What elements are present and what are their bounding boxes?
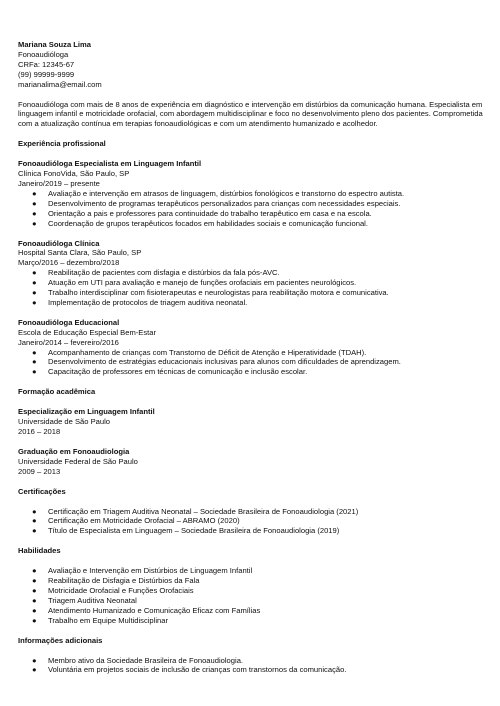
bullet-icon: ● <box>32 665 37 675</box>
bullet-icon: ● <box>32 288 37 298</box>
bullet-icon: ● <box>32 566 37 576</box>
list-item: ● Voluntária em projetos sociais de inclusão de crianças com transtornos da comunicação. <box>32 665 347 675</box>
school-name: Universidade de São Paulo <box>18 417 111 427</box>
certifications-list <box>18 507 484 537</box>
bullet-icon: ● <box>32 278 37 288</box>
professional-summary: Fonoaudióloga com mais de 8 anos de experiência em diagnóstico e intervenção em distúrbios da comunicação humana. Especialista em linguagem infantil e motricidade orofacial, com abordagem multidisciplinar e foco no desenvolvimento pleno dos pacientes. Comprometida com a atualização contínua em terapias fonoaudiológicas e com um atendimento humanizado e acolhedor. <box>18 99 483 129</box>
school-name: Universidade Federal de São Paulo <box>18 456 138 466</box>
bullet-icon: ● <box>32 615 37 625</box>
job-duties-list <box>18 348 484 378</box>
bullet-icon: ● <box>32 585 37 595</box>
list-item: ● Trabalho interdisciplinar com fisioterapeutas e neurologistas para reabilitação motora e comunicativa. <box>32 288 389 298</box>
list-item: ● Atendimento Humanizado e Comunicação Eficaz com Famílias <box>32 605 261 615</box>
job-role: Fonoaudióloga Clínica <box>18 238 100 248</box>
list-item: ● Certificação em Motricidade Orofacial – ABRAMO (2020) <box>32 516 240 526</box>
list-item: ● Reabilitação de Disfagia e Distúrbios da Fala <box>32 576 200 586</box>
degree-title: Especialização em Linguagem Infantil <box>18 407 155 417</box>
job-period: Janeiro/2014 – fevereiro/2016 <box>18 337 119 347</box>
bullet-icon: ● <box>32 198 37 208</box>
additional-info-heading: Informações adicionais <box>18 635 103 645</box>
bullet-icon: ● <box>32 347 37 357</box>
job-role: Fonoaudióloga Especialista em Linguagem Infantil <box>18 159 202 169</box>
list-item: ● Título de Especialista em Linguagem – Sociedade Brasileira de Fonoaudiologia (2019) <box>32 526 340 536</box>
job-place: Hospital Santa Clara, São Paulo, SP <box>18 248 142 258</box>
list-item: ● Triagem Auditiva Neonatal <box>32 595 137 605</box>
list-item: ● Motricidade Orofacial e Funções Orofaciais <box>32 585 194 595</box>
certifications-heading: Certificações <box>18 486 66 496</box>
list-item: ● Capacitação de professores em técnicas de comunicação e inclusão escolar. <box>32 367 308 377</box>
bullet-icon: ● <box>32 208 37 218</box>
list-item: ● Desenvolvimento de programas terapêuticos personalizados para crianças com necessidades especiais. <box>32 198 401 208</box>
bullet-icon: ● <box>32 268 37 278</box>
phone-number: (99) 99999-9999 <box>18 69 75 79</box>
list-item: ● Certificação em Triagem Auditiva Neonatal – Sociedade Brasileira de Fonoaudiologia (2021) <box>32 506 359 516</box>
profession: Fonoaudióloga <box>18 49 69 59</box>
additional-info-list <box>18 656 484 676</box>
contact-header <box>18 40 484 90</box>
education-period: 2016 – 2018 <box>18 427 61 436</box>
list-item: ● Orientação a pais e professores para continuidade do trabalho terapêutico em casa e na escola. <box>32 208 372 218</box>
bullet-icon: ● <box>32 367 37 377</box>
job-entry <box>18 239 484 308</box>
list-item: ● Trabalho em Equipe Multidisciplinar <box>32 615 169 625</box>
education-heading: Formação acadêmica <box>18 387 96 397</box>
job-place: Clínica FonoVida, São Paulo, SP <box>18 169 130 179</box>
bullet-icon: ● <box>32 576 37 586</box>
job-period: Março/2016 – dezembro/2018 <box>18 258 120 268</box>
job-entry <box>18 318 484 377</box>
degree-title: Graduação em Fonoaudiologia <box>18 446 130 456</box>
skills-list <box>18 566 484 625</box>
bullet-icon: ● <box>32 605 37 615</box>
job-entry <box>18 159 484 228</box>
list-item: ● Avaliação e intervenção em atrasos de linguagem, distúrbios fonológicos e transtorno do espectro autista. <box>32 188 405 198</box>
skills-heading: Habilidades <box>18 546 61 556</box>
job-duties-list <box>18 268 484 308</box>
list-item: ● Atuação em UTI para avaliação e manejo de funções orofaciais em pacientes neurológicos. <box>32 278 357 288</box>
bullet-icon: ● <box>32 655 37 665</box>
bullet-icon: ● <box>32 526 37 536</box>
bullet-icon: ● <box>32 218 37 228</box>
bullet-icon: ● <box>32 188 37 198</box>
job-duties-list <box>18 189 484 229</box>
list-item: ● Membro ativo da Sociedade Brasileira de Fonoaudiologia. <box>32 655 244 665</box>
list-item: ● Coordenação de grupos terapêuticos focados em habilidades sociais e comunicação funcional. <box>32 218 368 228</box>
list-item: ● Reabilitação de pacientes com disfagia e distúrbios da fala pós-AVC. <box>32 268 280 278</box>
list-item: ● Avaliação e Intervenção em Distúrbios de Linguagem Infantil <box>32 566 253 576</box>
bullet-icon: ● <box>32 297 37 307</box>
education-entry <box>18 407 484 437</box>
list-item: ● Desenvolvimento de estratégias educacionais inclusivas para alunos com dificuldades de aprendizagem. <box>32 357 401 367</box>
list-item: ● Implementação de protocolos de triagem auditiva neonatal. <box>32 297 248 307</box>
bullet-icon: ● <box>32 357 37 367</box>
bullet-icon: ● <box>32 516 37 526</box>
experience-heading: Experiência profissional <box>18 139 106 149</box>
education-entry <box>18 447 484 477</box>
email-address: marianalima@email.com <box>18 79 102 89</box>
candidate-name: Mariana Souza Lima <box>18 40 92 49</box>
crfa-registration: CRFa: 12345-67 <box>18 59 75 69</box>
resume-page <box>18 40 484 675</box>
job-place: Escola de Educação Especial Bem-Estar <box>18 327 157 337</box>
education-period: 2009 – 2013 <box>18 466 61 476</box>
bullet-icon: ● <box>32 595 37 605</box>
bullet-icon: ● <box>32 506 37 516</box>
job-role: Fonoaudióloga Educacional <box>18 317 120 327</box>
list-item: ● Acompanhamento de crianças com Transtorno de Déficit de Atenção e Hiperatividade (TDAH). <box>32 347 367 357</box>
job-period: Janeiro/2019 – presente <box>18 178 100 188</box>
